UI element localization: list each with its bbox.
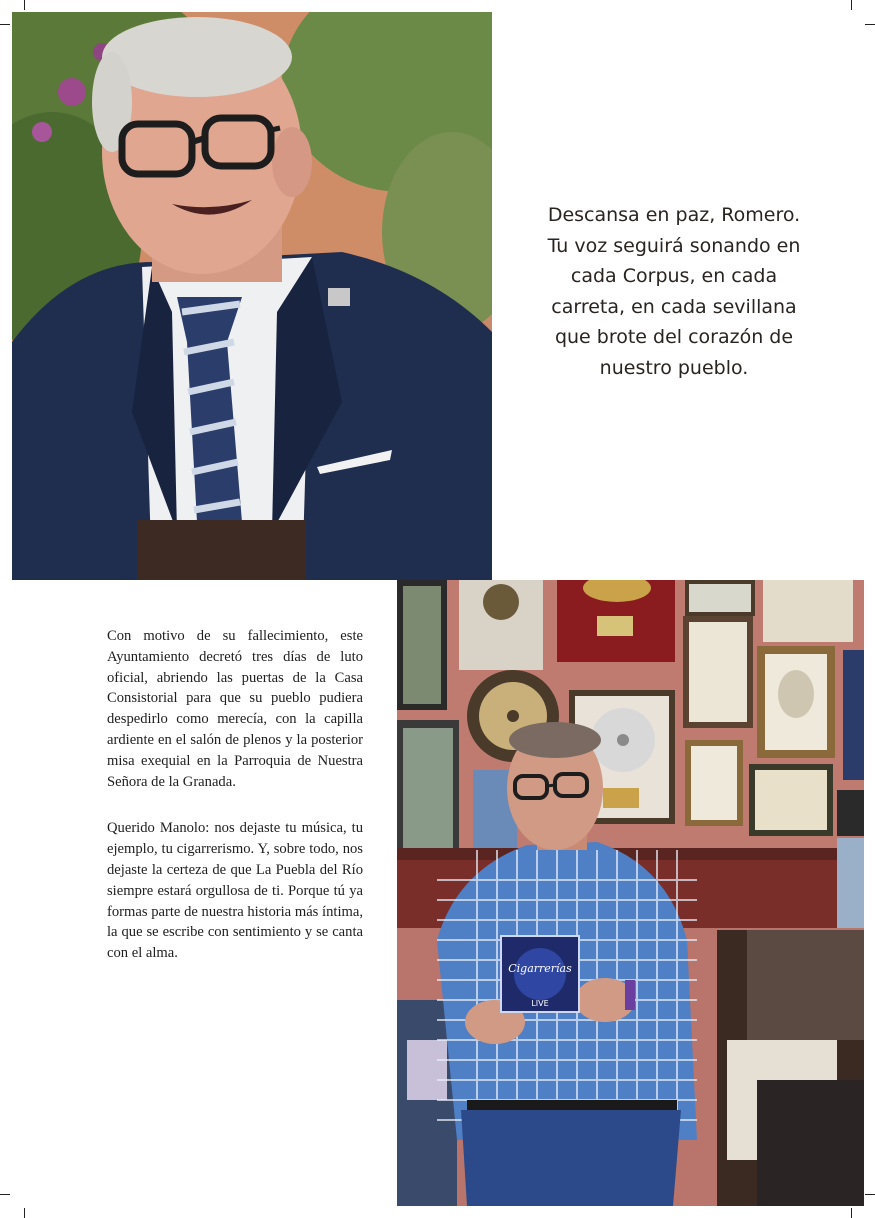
cd-title: Cigarrerías — [508, 962, 572, 975]
crop-mark-bottom-left-v — [24, 1208, 25, 1218]
memorial-quote — [532, 200, 816, 383]
crop-mark-top-right-v — [851, 0, 852, 10]
crop-mark-top-left-h — [0, 24, 10, 25]
cd-subtitle: LIVE — [531, 999, 549, 1008]
quote-line: Tu voz seguirá sonando en — [547, 234, 801, 257]
quote-line: cada Corpus, en cada — [570, 265, 778, 287]
crop-mark-bottom-right-h — [865, 1194, 875, 1195]
crop-mark-bottom-left-h — [0, 1194, 10, 1195]
crop-mark-top-left-v — [24, 0, 25, 10]
body-paragraph: Querido Manolo: nos dejaste tu música, tu ejemplo, tu cigarrerismo. Y, sobre todo, nos dejaste la certeza de que La Puebla del Río siempre estará orgullosa de ti. Porque tú ya formas parte de nuestra historia más íntima, la que se escribe con sentimiento y se canta con el alma. — [107, 820, 363, 962]
cd-photo — [397, 580, 864, 1206]
quote-line: Descansa en paz, Romero. — [547, 204, 801, 226]
crop-mark-top-right-h — [865, 24, 875, 25]
article-body — [107, 626, 363, 990]
quote-line: que brote del corazón de — [554, 326, 794, 348]
portrait-photo — [12, 12, 492, 580]
crop-mark-bottom-right-v — [851, 1208, 852, 1218]
body-paragraph: Con motivo de su fallecimiento, este Ayuntamiento decretó tres días de luto oficial, abriendo las puertas de la Casa Consistorial para que su pueblo pudiera despedirlo como merecía, con la capilla ardiente en el salón de plenos y la posterior misa exequial en la Parroquia de Nuestra Señora de la Granada. — [107, 628, 363, 790]
quote-line: carreta, en cada sevillana — [551, 295, 797, 318]
quote-line: nuestro pueblo. — [599, 356, 749, 379]
